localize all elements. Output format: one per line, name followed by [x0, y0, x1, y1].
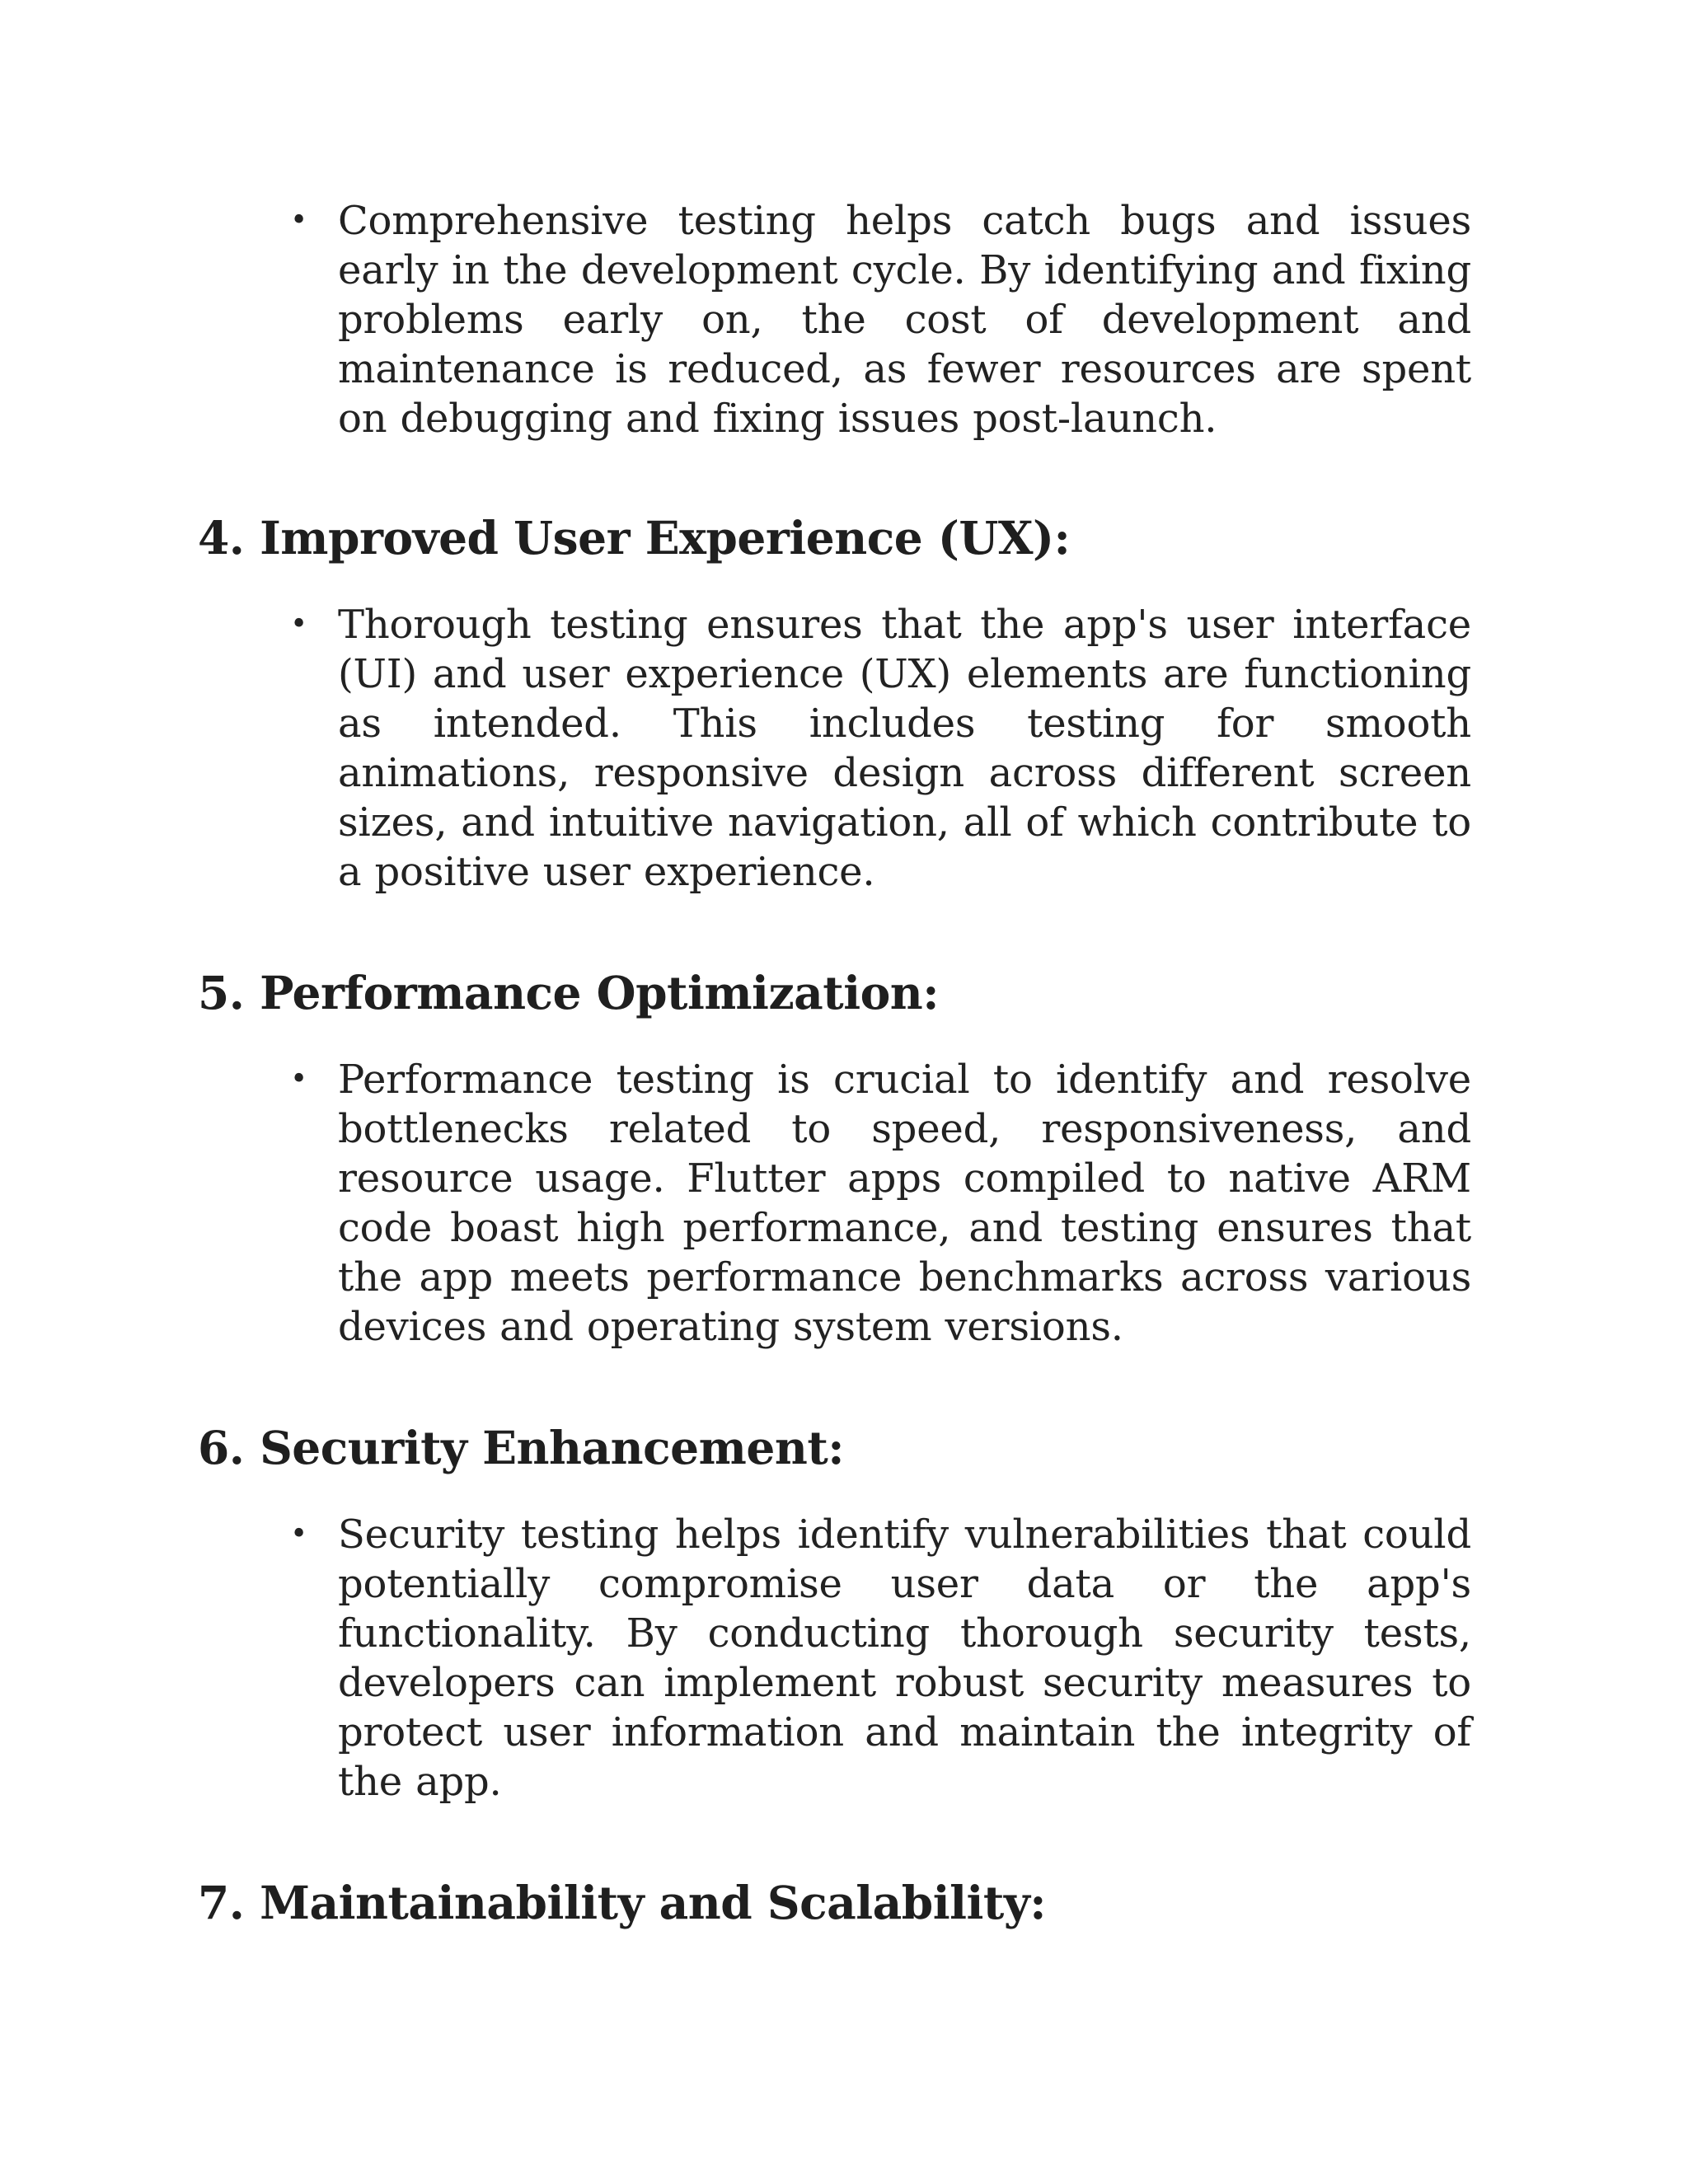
list-item-text: Performance testing is crucial to identify and resolve bottlenecks related to speed, responsiveness, and resource usage. Flutter apps compiled to native ARM code boast high performance, and testing ensures that the app meets performance benchmarks across various devices and operating system versions.: [338, 1057, 1471, 1350]
list-item-text: Security testing helps identify vulnerabilities that could potentially compromise user data or the app's functionality. By conducting thorough security tests, developers can implement robust security measures to protect user information and maintain the integrity of the app.: [338, 1511, 1471, 1805]
list-item-security-testing: [198, 1510, 1471, 1807]
list-item-text: Comprehensive testing helps catch bugs and issues early in the development cycle. By identifying and fixing problems early on, the cost of development and maintenance is reduced, as fewer resources are spent on debugging and fixing issues post-launch.: [338, 198, 1471, 442]
bullet-icon: •: [290, 607, 308, 641]
section-heading-text: 4. Improved User Experience (UX):: [198, 511, 1071, 565]
list-item-comprehensive-testing: [198, 196, 1471, 443]
list-item-ux-testing: [198, 600, 1471, 897]
section-heading-maintainability: [198, 1874, 1471, 1932]
list-item-text: Thorough testing ensures that the app's user interface (UI) and user experience (UX) elements are functioning as intended. This includes testing for smooth animations, responsive design across different screen sizes, and intuitive navigation, all of which contribute to a positive user experience.: [338, 602, 1471, 895]
section-heading-improved-ux: [198, 509, 1471, 567]
section-heading-text: 7. Maintainability and Scalability:: [198, 1876, 1047, 1929]
section-heading-text: 5. Performance Optimization:: [198, 966, 940, 1019]
document-content: [198, 196, 1471, 1932]
section-heading-performance: [198, 964, 1471, 1022]
section-heading-text: 6. Security Enhancement:: [198, 1421, 845, 1474]
section-heading-security: [198, 1419, 1471, 1477]
list-item-performance-testing: [198, 1055, 1471, 1352]
bullet-icon: •: [290, 1062, 308, 1096]
bullet-icon: •: [290, 204, 308, 237]
bullet-icon: •: [290, 1517, 308, 1551]
